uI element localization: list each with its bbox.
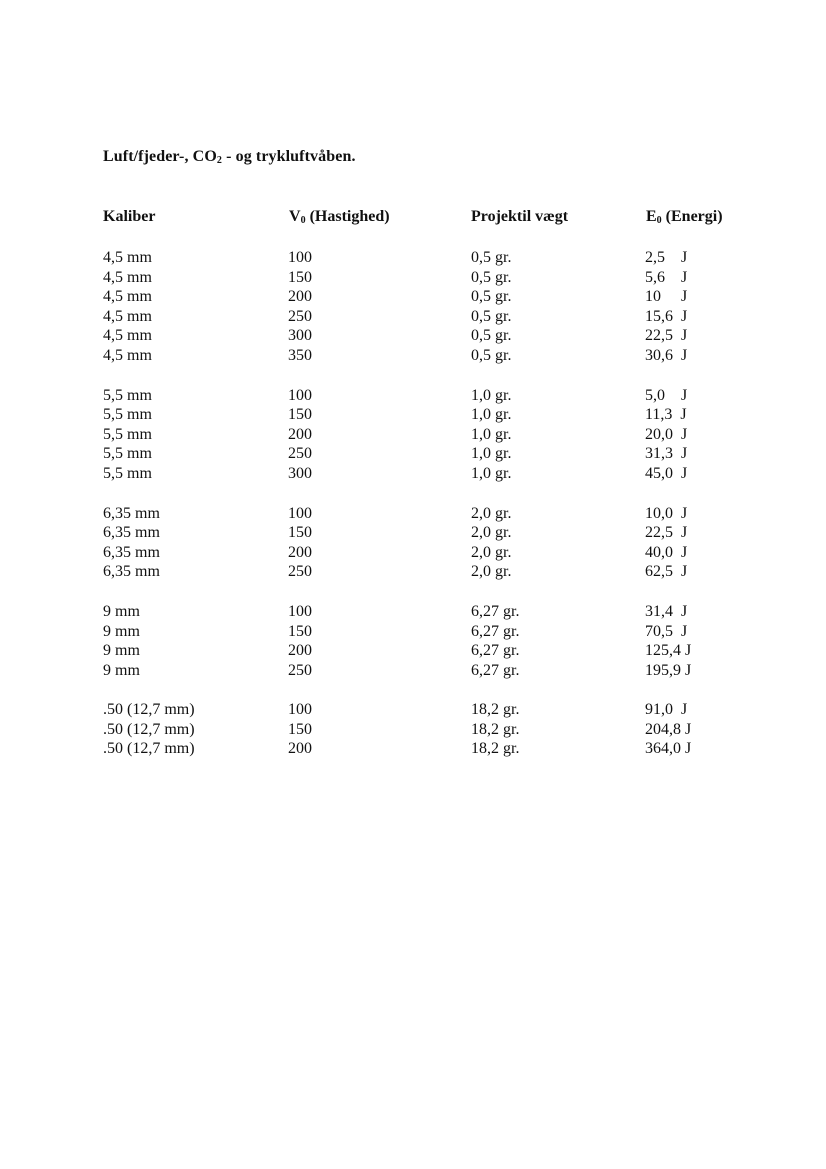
table-row bbox=[0, 346, 826, 366]
cell-kaliber: 5,5 mm bbox=[103, 445, 152, 463]
cell-energi: 5,0 J bbox=[645, 386, 688, 404]
cell-projektil-vaegt: 2,0 gr. bbox=[471, 563, 512, 581]
cell-hastighed: 150 bbox=[288, 524, 312, 542]
table-row bbox=[0, 386, 826, 406]
cell-kaliber: 9 mm bbox=[103, 602, 140, 620]
velocity-symbol: V bbox=[289, 208, 301, 225]
cell-kaliber: 5,5 mm bbox=[103, 464, 152, 482]
cell-energi: 22,5 J bbox=[645, 524, 688, 542]
table-row bbox=[0, 268, 826, 288]
cell-hastighed: 100 bbox=[288, 602, 312, 620]
cell-kaliber: 9 mm bbox=[103, 622, 140, 640]
cell-energi: 30,6 J bbox=[645, 346, 688, 364]
cell-energi: 195,9 J bbox=[645, 661, 692, 679]
cell-projektil-vaegt: 0,5 gr. bbox=[471, 327, 512, 345]
table-row bbox=[0, 700, 826, 720]
table-row bbox=[0, 326, 826, 346]
cell-energi: 2,5 J bbox=[645, 249, 688, 266]
cell-kaliber: 6,35 mm bbox=[103, 524, 160, 542]
column-header-projektil-vaegt: Projektil vægt bbox=[471, 208, 569, 225]
cell-kaliber: 5,5 mm bbox=[103, 406, 152, 424]
cell-energi: 70,5 J bbox=[645, 622, 688, 640]
table-row bbox=[0, 641, 826, 661]
cell-kaliber: 6,35 mm bbox=[103, 504, 160, 522]
cell-energi: 91,0 J bbox=[645, 701, 688, 719]
cell-energi: 10,0 J bbox=[645, 504, 688, 522]
table-row bbox=[0, 248, 826, 268]
cell-energi: 10 J bbox=[645, 288, 688, 306]
title-suffix: - og trykluftvåben. bbox=[221, 148, 356, 165]
row-group bbox=[0, 504, 826, 582]
table-row bbox=[0, 307, 826, 327]
table-row bbox=[0, 504, 826, 524]
cell-energi: 22,5 J bbox=[645, 327, 688, 345]
velocity-subscript: 0 bbox=[300, 215, 306, 226]
cell-kaliber: 9 mm bbox=[103, 642, 140, 660]
cell-kaliber: 6,35 mm bbox=[103, 563, 160, 581]
cell-projektil-vaegt: 1,0 gr. bbox=[471, 425, 512, 443]
cell-hastighed: 250 bbox=[288, 307, 312, 325]
cell-kaliber: 9 mm bbox=[103, 661, 140, 679]
row-group bbox=[0, 700, 826, 759]
cell-projektil-vaegt: 0,5 gr. bbox=[471, 307, 512, 325]
cell-kaliber: .50 (12,7 mm) bbox=[103, 720, 195, 738]
cell-projektil-vaegt: 18,2 gr. bbox=[471, 701, 520, 719]
cell-hastighed: 150 bbox=[288, 622, 312, 640]
cell-kaliber: 4,5 mm bbox=[103, 249, 152, 266]
table-row bbox=[0, 444, 826, 464]
cell-kaliber: 5,5 mm bbox=[103, 386, 152, 404]
cell-projektil-vaegt: 2,0 gr. bbox=[471, 524, 512, 542]
cell-energi: 125,4 J bbox=[645, 642, 692, 660]
cell-hastighed: 150 bbox=[288, 406, 312, 424]
table-row bbox=[0, 622, 826, 642]
cell-hastighed: 100 bbox=[288, 249, 312, 266]
cell-hastighed: 250 bbox=[288, 661, 312, 679]
row-group bbox=[0, 248, 826, 366]
cell-hastighed: 200 bbox=[288, 740, 312, 758]
cell-kaliber: 4,5 mm bbox=[103, 307, 152, 325]
cell-projektil-vaegt: 6,27 gr. bbox=[471, 602, 520, 620]
cell-energi: 364,0 J bbox=[645, 740, 692, 758]
energy-subscript: 0 bbox=[656, 215, 662, 226]
cell-projektil-vaegt: 1,0 gr. bbox=[471, 445, 512, 463]
energy-label: (Energi) bbox=[661, 208, 723, 225]
cell-energi: 5,6 J bbox=[645, 268, 688, 286]
cell-energi: 62,5 J bbox=[645, 563, 688, 581]
cell-energi: 31,3 J bbox=[645, 445, 688, 463]
cell-hastighed: 150 bbox=[288, 720, 312, 738]
table-row bbox=[0, 543, 826, 563]
cell-projektil-vaegt: 2,0 gr. bbox=[471, 504, 512, 522]
row-group bbox=[0, 386, 826, 484]
cell-energi: 11,3 J bbox=[645, 406, 687, 424]
cell-projektil-vaegt: 1,0 gr. bbox=[471, 464, 512, 482]
cell-projektil-vaegt: 0,5 gr. bbox=[471, 268, 512, 286]
table-row bbox=[0, 720, 826, 740]
cell-kaliber: 4,5 mm bbox=[103, 327, 152, 345]
cell-kaliber: 4,5 mm bbox=[103, 288, 152, 306]
cell-projektil-vaegt: 0,5 gr. bbox=[471, 249, 512, 266]
cell-energi: 45,0 J bbox=[645, 464, 688, 482]
cell-energi: 20,0 J bbox=[645, 425, 688, 443]
cell-projektil-vaegt: 0,5 gr. bbox=[471, 346, 512, 364]
cell-projektil-vaegt: 6,27 gr. bbox=[471, 661, 520, 679]
energy-symbol: E bbox=[646, 208, 657, 225]
cell-hastighed: 250 bbox=[288, 563, 312, 581]
table-row bbox=[0, 661, 826, 681]
cell-hastighed: 200 bbox=[288, 642, 312, 660]
cell-kaliber: 5,5 mm bbox=[103, 425, 152, 443]
title-subscript: 2 bbox=[216, 155, 222, 166]
cell-projektil-vaegt: 18,2 gr. bbox=[471, 720, 520, 738]
cell-kaliber: 4,5 mm bbox=[103, 268, 152, 286]
table-row bbox=[0, 523, 826, 543]
table-row bbox=[0, 405, 826, 425]
table-row bbox=[0, 464, 826, 484]
cell-hastighed: 200 bbox=[288, 425, 312, 443]
cell-projektil-vaegt: 6,27 gr. bbox=[471, 642, 520, 660]
cell-hastighed: 350 bbox=[288, 346, 312, 364]
row-group bbox=[0, 602, 826, 680]
data-table bbox=[0, 248, 826, 779]
column-header-energi bbox=[646, 208, 723, 226]
cell-hastighed: 100 bbox=[288, 701, 312, 719]
cell-hastighed: 200 bbox=[288, 543, 312, 561]
cell-projektil-vaegt: 1,0 gr. bbox=[471, 406, 512, 424]
cell-energi: 40,0 J bbox=[645, 543, 688, 561]
table-row bbox=[0, 425, 826, 445]
cell-hastighed: 200 bbox=[288, 288, 312, 306]
column-header-hastighed bbox=[289, 208, 390, 226]
cell-hastighed: 150 bbox=[288, 268, 312, 286]
cell-hastighed: 300 bbox=[288, 327, 312, 345]
velocity-label: (Hastighed) bbox=[305, 208, 390, 225]
document-title bbox=[103, 148, 356, 166]
cell-projektil-vaegt: 18,2 gr. bbox=[471, 740, 520, 758]
table-row bbox=[0, 562, 826, 582]
cell-kaliber: 4,5 mm bbox=[103, 346, 152, 364]
cell-energi: 31,4 J bbox=[645, 602, 688, 620]
table-row bbox=[0, 287, 826, 307]
cell-hastighed: 100 bbox=[288, 386, 312, 404]
table-row bbox=[0, 739, 826, 759]
cell-kaliber: 6,35 mm bbox=[103, 543, 160, 561]
cell-projektil-vaegt: 2,0 gr. bbox=[471, 543, 512, 561]
cell-projektil-vaegt: 0,5 gr. bbox=[471, 288, 512, 306]
cell-hastighed: 250 bbox=[288, 445, 312, 463]
cell-kaliber: .50 (12,7 mm) bbox=[103, 701, 195, 719]
cell-projektil-vaegt: 6,27 gr. bbox=[471, 622, 520, 640]
cell-energi: 15,6 J bbox=[645, 307, 688, 325]
cell-hastighed: 300 bbox=[288, 464, 312, 482]
cell-projektil-vaegt: 1,0 gr. bbox=[471, 386, 512, 404]
cell-hastighed: 100 bbox=[288, 504, 312, 522]
column-header-kaliber: Kaliber bbox=[103, 208, 156, 225]
cell-energi: 204,8 J bbox=[645, 720, 692, 738]
table-row bbox=[0, 602, 826, 622]
title-prefix: Luft/fjeder-, CO bbox=[103, 148, 217, 165]
cell-kaliber: .50 (12,7 mm) bbox=[103, 740, 195, 758]
